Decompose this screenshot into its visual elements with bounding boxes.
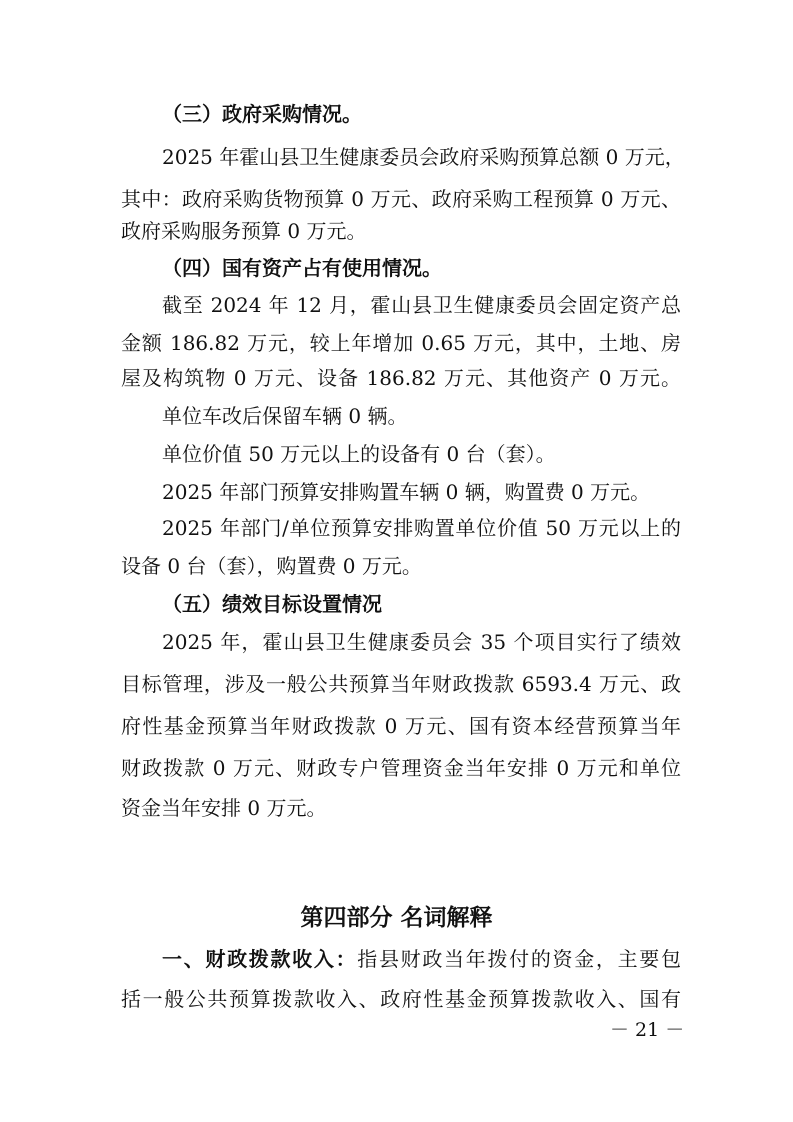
page-number: － 21 － [610,1019,685,1041]
assets-vehicles: 单位车改后保留车辆 0 辆。 [162,404,408,428]
procurement-line-3: 政府采购服务预算 0 万元。 [121,219,367,243]
performance-line-4: 财政拨款 0 万元、财政专户管理资金当年安排 0 万元和单位 [121,756,681,780]
assets-line-3: 屋及构筑物 0 万元、设备 186.82 万元、其他资产 0 万元。 [121,366,681,390]
section-heading-assets: （四）国有资产占有使用情况。 [162,256,442,280]
assets-equipment-purchase-line-2: 设备 0 台（套），购置费 0 万元。 [121,554,422,578]
performance-line-5: 资金当年安排 0 万元。 [121,796,327,820]
assets-line-1: 截至 2024 年 12 月，霍山县卫生健康委员会固定资产总 [162,293,681,317]
performance-line-2: 目标管理，涉及一般公共预算当年财政拨款 6593.4 万元、政 [121,672,681,696]
procurement-line-1: 2025 年霍山县卫生健康委员会政府采购预算总额 0 万元， [162,145,685,169]
term-definition-line-2: 括一般公共预算拨款收入、政府性基金预算拨款收入、国有 [121,987,681,1011]
assets-equipment-purchase-line-1: 2025 年部门/单位预算安排购置单位价值 50 万元以上的 [162,516,681,540]
term-definition-line-1 [162,945,681,973]
part-four-title: 第四部分 名词解释 [300,905,493,931]
term-label: 一、财政拨款收入： [162,947,358,971]
section-heading-procurement: （三）政府采购情况。 [162,102,362,126]
assets-vehicle-purchase: 2025 年部门预算安排购置车辆 0 辆，购置费 0 万元。 [162,480,651,504]
performance-line-3: 府性基金预算当年财政拨款 0 万元、国有资本经营预算当年 [121,714,681,738]
assets-equipment: 单位价值 50 万元以上的设备有 0 台（套）。 [162,442,556,466]
procurement-line-2: 其中：政府采购货物预算 0 万元、政府采购工程预算 0 万元、 [121,187,681,211]
assets-line-2: 金额 186.82 万元，较上年增加 0.65 万元，其中，土地、房 [121,331,681,355]
section-heading-performance: （五）绩效目标设置情况 [162,592,382,616]
term-first-line: 指县财政当年拨付的资金，主要包 [357,947,682,971]
performance-line-1: 2025 年，霍山县卫生健康委员会 35 个项目实行了绩效 [162,630,681,654]
